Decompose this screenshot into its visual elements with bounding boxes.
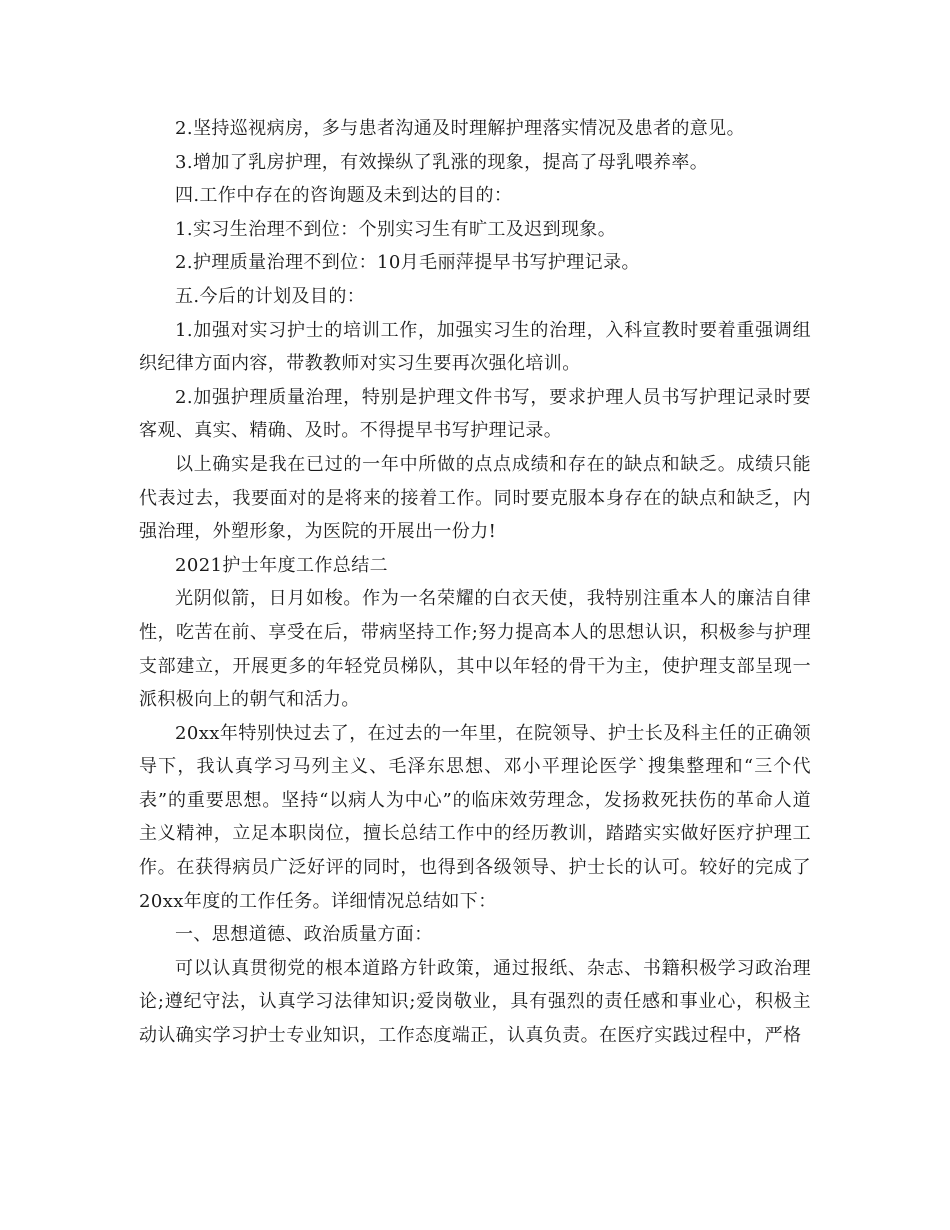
- paragraph: 2.坚持巡视病房，多与患者沟通及时理解护理落实情况及患者的意见。: [175, 118, 745, 139]
- paragraph: 1.加强对实习护士的培训工作，加强实习生的治理，入科宣教时要着重强调组织纪律方面内容，带教教师对实习生要再次强化培训。: [139, 319, 811, 375]
- document-body: [139, 112, 811, 1053]
- paragraph: 20xx年特别快过去了，在过去的一年里，在院领导、护士长及科主任的正确领导下，我认真学习马列主义、毛泽东思想、邓小平理论医学`搜集整理和“三个代表”的重要思想。坚持“以病人为中心”的临床效劳理念，发扬救死扶伤的革命人道主义精神，立足本职岗位，擅长总结工作中的经历教训，踏踏实实做好医疗护理工作。在获得病员广泛好评的同时，也得到各级领导、护士长的认可。较好的完成了20xx年度的工作任务。详细情况总结如下：: [139, 722, 811, 912]
- paragraph: 2.护理质量治理不到位：10月毛丽萍提早书写护理记录。: [175, 252, 640, 274]
- paragraph: 可以认真贯彻党的根本道路方针政策，通过报纸、杂志、书籍积极学习政治理论;遵纪守法，认真学习法律知识;爱岗敬业，具有强烈的责任感和事业心，积极主动认确实学习护士专业知识，工作态度端正，认真负责。在医疗实践过程中，严格: [139, 957, 811, 1047]
- paragraph: 1.实习生治理不到位：个别实习生有旷工及迟到现象。: [175, 218, 617, 240]
- paragraph: 光阴似箭，日月如梭。作为一名荣耀的白衣天使，我特别注重本人的廉洁自律性，吃苦在前、享受在后，带病坚持工作;努力提高本人的思想认识，积极参与护理支部建立，开展更多的年轻党员梯队，其中以年轻的骨干为主，使护理支部呈现一派积极向上的朝气和活力。: [139, 588, 811, 711]
- section-heading: 五.今后的计划及目的：: [175, 285, 366, 307]
- section-heading: 一、思想道德、政治质量方面：: [175, 924, 433, 946]
- paragraph: 2.加强护理质量治理，特别是护理文件书写，要求护理人员书写护理记录时要客观、真实、精确、及时。不得提早书写护理记录。: [139, 386, 811, 442]
- section-title: 2021护士年度工作总结二: [175, 554, 389, 576]
- paragraph: 3.增加了乳房护理，有效操纵了乳涨的现象，提高了母乳喂养率。: [175, 151, 709, 173]
- section-heading: 四.工作中存在的咨询题及未到达的目的：: [175, 185, 513, 207]
- paragraph: 以上确实是我在已过的一年中所做的点点成绩和存在的缺点和缺乏。成绩只能代表过去，我要面对的是将来的接着工作。同时要克服本身存在的缺点和缺乏，内强治理，外塑形象，为医院的开展出一份力!: [139, 453, 811, 543]
